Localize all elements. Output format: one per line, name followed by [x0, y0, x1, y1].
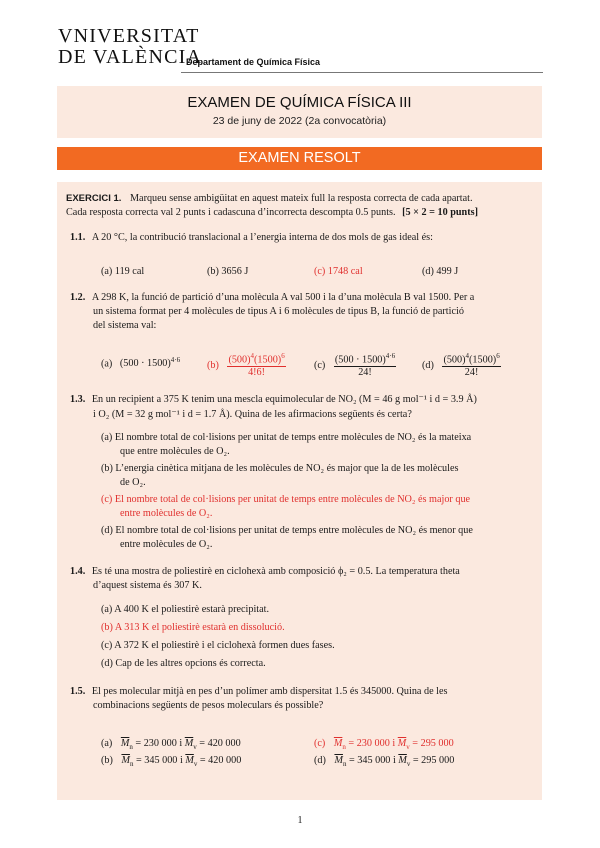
mv-subscript: v [406, 743, 410, 752]
exercise-intro-text-1: Marqueu sense ambigüitat en aquest mateix full la resposta correcta de cada apartat. [129, 193, 473, 204]
logo-line-2: DE VALÈNCIA [58, 46, 203, 68]
mn-symbol: $\overline{M}$ [333, 738, 343, 749]
option-1-3-d-cont: entre molècules de O₂. [120, 539, 213, 550]
mv-value: 295 000 [420, 738, 454, 749]
option-1-5-d[interactable]: (d) $\overline{M}_n = 345$ 000 i $\overline{M}_v = 295$ 000 [314, 755, 455, 769]
exercise-label: EXERCICI 1. [66, 193, 122, 204]
question-1-4 [70, 566, 460, 577]
option-1-5-b[interactable]: (b) $\overline{M}_n = 345$ 000 i $\overline{M}_v = 420$ 000 [101, 755, 242, 769]
num-term-1: (500) [228, 354, 251, 366]
question-1-2 [70, 292, 474, 303]
question-number: 1.2. [70, 292, 86, 303]
logo-line-1: VNIVERSITAT [58, 25, 200, 47]
question-text-line-2: combinacions següents de pesos moleculars és possible? [93, 700, 324, 711]
mn-subscript: n [129, 760, 134, 769]
fraction-numerator [442, 352, 500, 367]
page-number: 1 [297, 815, 303, 826]
option-label: (c) [314, 738, 326, 749]
conjunction: i [392, 755, 396, 766]
question-number: 1.5. [70, 686, 86, 697]
num-exp: 4·6 [385, 352, 396, 360]
question-text-line-2: un sistema format per 4 molècules de tipus A i 6 molècules de tipus B, la funció de partició [93, 306, 464, 317]
question-1-1 [70, 232, 433, 243]
num-exp-2: 6 [281, 352, 285, 360]
num-term-1: (500) [443, 354, 466, 366]
option-label: (d) [422, 359, 434, 371]
option-expression: (500 · 1500) [119, 358, 171, 370]
mn-subscript: n [342, 743, 346, 752]
option-1-2-a[interactable] [101, 356, 180, 369]
question-text-line-3: del sistema val: [93, 320, 157, 331]
mn-symbol: $\overline{M}$ [334, 755, 343, 766]
question-1-3 [70, 394, 477, 405]
option-1-2-c[interactable] [314, 352, 396, 379]
exercise-panel [57, 182, 542, 800]
question-number: 1.3. [70, 394, 86, 405]
num-term: (500 · 1500) [334, 354, 386, 366]
question-number: 1.4. [70, 566, 86, 577]
option-1-2-b-correct[interactable] [207, 352, 286, 379]
option-1-3-a[interactable]: (a) El nombre total de col·lisions per unitat de temps entre molècules de NO₂ és la mateixa [101, 432, 472, 443]
option-1-1-d[interactable]: (d) 499 J [422, 266, 459, 277]
question-text: A 20 °C, la contribució translacional a l’energia interna de dos mols de gas ideal és: [91, 232, 433, 243]
fraction-numerator [227, 352, 285, 367]
option-1-3-c-cont: entre molècules de O₂. [120, 508, 213, 519]
question-text-line-2: i O₂ (M = 32 g mol⁻¹ i d = 1.7 Å). Quina de les afirmacions següents és certa? [93, 409, 412, 420]
option-1-1-a[interactable]: (a) 119 cal [101, 266, 145, 277]
option-1-3-d[interactable]: (d) El nombre total de col·lisions per unitat de temps entre molècules de NO₂ és menor que [101, 525, 473, 536]
mn-value: 230 000 [356, 738, 390, 749]
question-number: 1.1. [70, 232, 86, 243]
option-exponent: 4·6 [170, 356, 181, 364]
option-fraction [442, 352, 500, 379]
option-label: (b) [207, 359, 219, 371]
exam-title: EXAMEN DE QUÍMICA FÍSICA III [187, 94, 412, 111]
exercise-intro-text-2: Cada resposta correcta val 2 punts i cadascuna d’incorrecta descompta 0.5 punts. [66, 207, 396, 218]
option-label: (b) [101, 755, 113, 766]
option-1-5-c-correct[interactable]: (c) $\overline{M}_n = 230$ 000 i $\overline{M}_v = 295$ 000 [314, 738, 454, 752]
exam-header [57, 86, 542, 138]
mn-value: 345 000 [357, 755, 391, 766]
option-1-4-b-correct[interactable]: (b) A 313 K el poliestirè estarà en dissolució. [101, 622, 285, 633]
option-1-4-c[interactable]: (c) A 372 K el poliestirè i el ciclohexà formen dues fases. [101, 640, 335, 651]
question-text-line-1: En un recipient a 375 K tenim una mescla equimolecular de NO₂ (M = 46 g mol⁻¹ i d = 3.9 Å) [91, 394, 477, 405]
option-fraction [227, 352, 285, 379]
question-1-5 [70, 686, 447, 697]
num-term-2: (1500) [254, 354, 282, 366]
mv-value: 295 000 [421, 755, 455, 766]
option-1-4-d[interactable]: (d) Cap de les altres opcions és correcta. [101, 658, 266, 669]
mn-symbol: $\overline{M}$ [121, 755, 130, 766]
mv-symbol: $\overline{M}$ [184, 738, 194, 749]
option-1-3-b[interactable]: (b) L’energia cinètica mitjana de les molècules de NO₂ és major que la de les molècules [101, 463, 459, 474]
question-text-line-2: d’aquest sistema és 307 K. [93, 580, 202, 591]
conjunction: i [179, 755, 183, 766]
mv-value: 420 000 [207, 738, 241, 749]
fraction-denominator: 24! [464, 367, 479, 379]
fraction-denominator: 24! [358, 367, 372, 379]
mv-symbol: $\overline{M}$ [397, 738, 407, 749]
department-name: Departament de Química Física [186, 57, 321, 67]
option-1-5-a[interactable]: (a) $\overline{M}_n = 230$ 000 i $\overline{M}_v = 420$ 000 [101, 738, 241, 752]
question-text-line-1: Es té una mostra de poliestirè en ciclohexà amb composició ϕ₂ = 0.5. La temperatura theta [91, 566, 460, 577]
option-1-3-c-correct[interactable]: (c) El nombre total de col·lisions per unitat de temps entre molècules de NO₂ és major que [101, 494, 471, 505]
option-label: (a) [101, 738, 113, 749]
exercise-intro-1 [66, 193, 473, 204]
mn-subscript: n [129, 743, 133, 752]
exercise-intro-2 [66, 207, 478, 218]
option-1-1-b[interactable]: (b) 3656 J [207, 266, 249, 277]
option-1-3-b-cont: de O₂. [120, 477, 146, 488]
mn-value: 345 000 [144, 755, 178, 766]
exercise-points: [5 × 2 = 10 punts] [402, 207, 478, 218]
fraction-numerator [334, 352, 396, 367]
option-1-2-d[interactable] [422, 352, 501, 379]
mv-value: 420 000 [208, 755, 242, 766]
option-1-1-c-correct[interactable]: (c) 1748 cal [314, 266, 363, 277]
fraction-denominator: 4!6! [248, 367, 266, 379]
mn-symbol: $\overline{M}$ [120, 738, 130, 749]
option-label: (a) [101, 358, 113, 370]
conjunction: i [179, 738, 183, 749]
university-logo [58, 25, 203, 68]
option-1-4-a[interactable]: (a) A 400 K el poliestirè estarà precipitat. [101, 604, 270, 615]
question-text-line-1: A 298 K, la funció de partició d’una molècula A val 500 i la d’una molècula B val 1500. Per a [91, 292, 475, 303]
option-label: (c) [314, 359, 326, 371]
header-divider [181, 72, 543, 73]
solved-banner: EXAMEN RESOLT [57, 147, 542, 170]
question-text-line-1: El pes molecular mitjà en pes d’un polímer amb dispersitat 1.5 és 345000. Quina de les [91, 686, 448, 697]
mv-subscript: v [406, 760, 411, 769]
conjunction: i [392, 738, 396, 749]
exam-date: 23 de juny de 2022 (2a convocatòria) [212, 115, 387, 127]
num-exp-1: 4 [250, 352, 255, 360]
num-exp-2: 6 [496, 352, 500, 360]
mv-subscript: v [193, 760, 198, 769]
option-1-3-a-cont: que entre molècules de O₂. [120, 446, 230, 457]
num-term-2: (1500) [469, 354, 497, 366]
num-exp-1: 4 [465, 352, 470, 360]
option-label: (d) [314, 755, 326, 766]
mv-symbol: $\overline{M}$ [398, 755, 407, 766]
mv-symbol: $\overline{M}$ [185, 755, 194, 766]
mn-value: 230 000 [143, 738, 177, 749]
option-fraction [334, 352, 396, 379]
mv-subscript: v [193, 743, 197, 752]
mn-subscript: n [342, 760, 347, 769]
